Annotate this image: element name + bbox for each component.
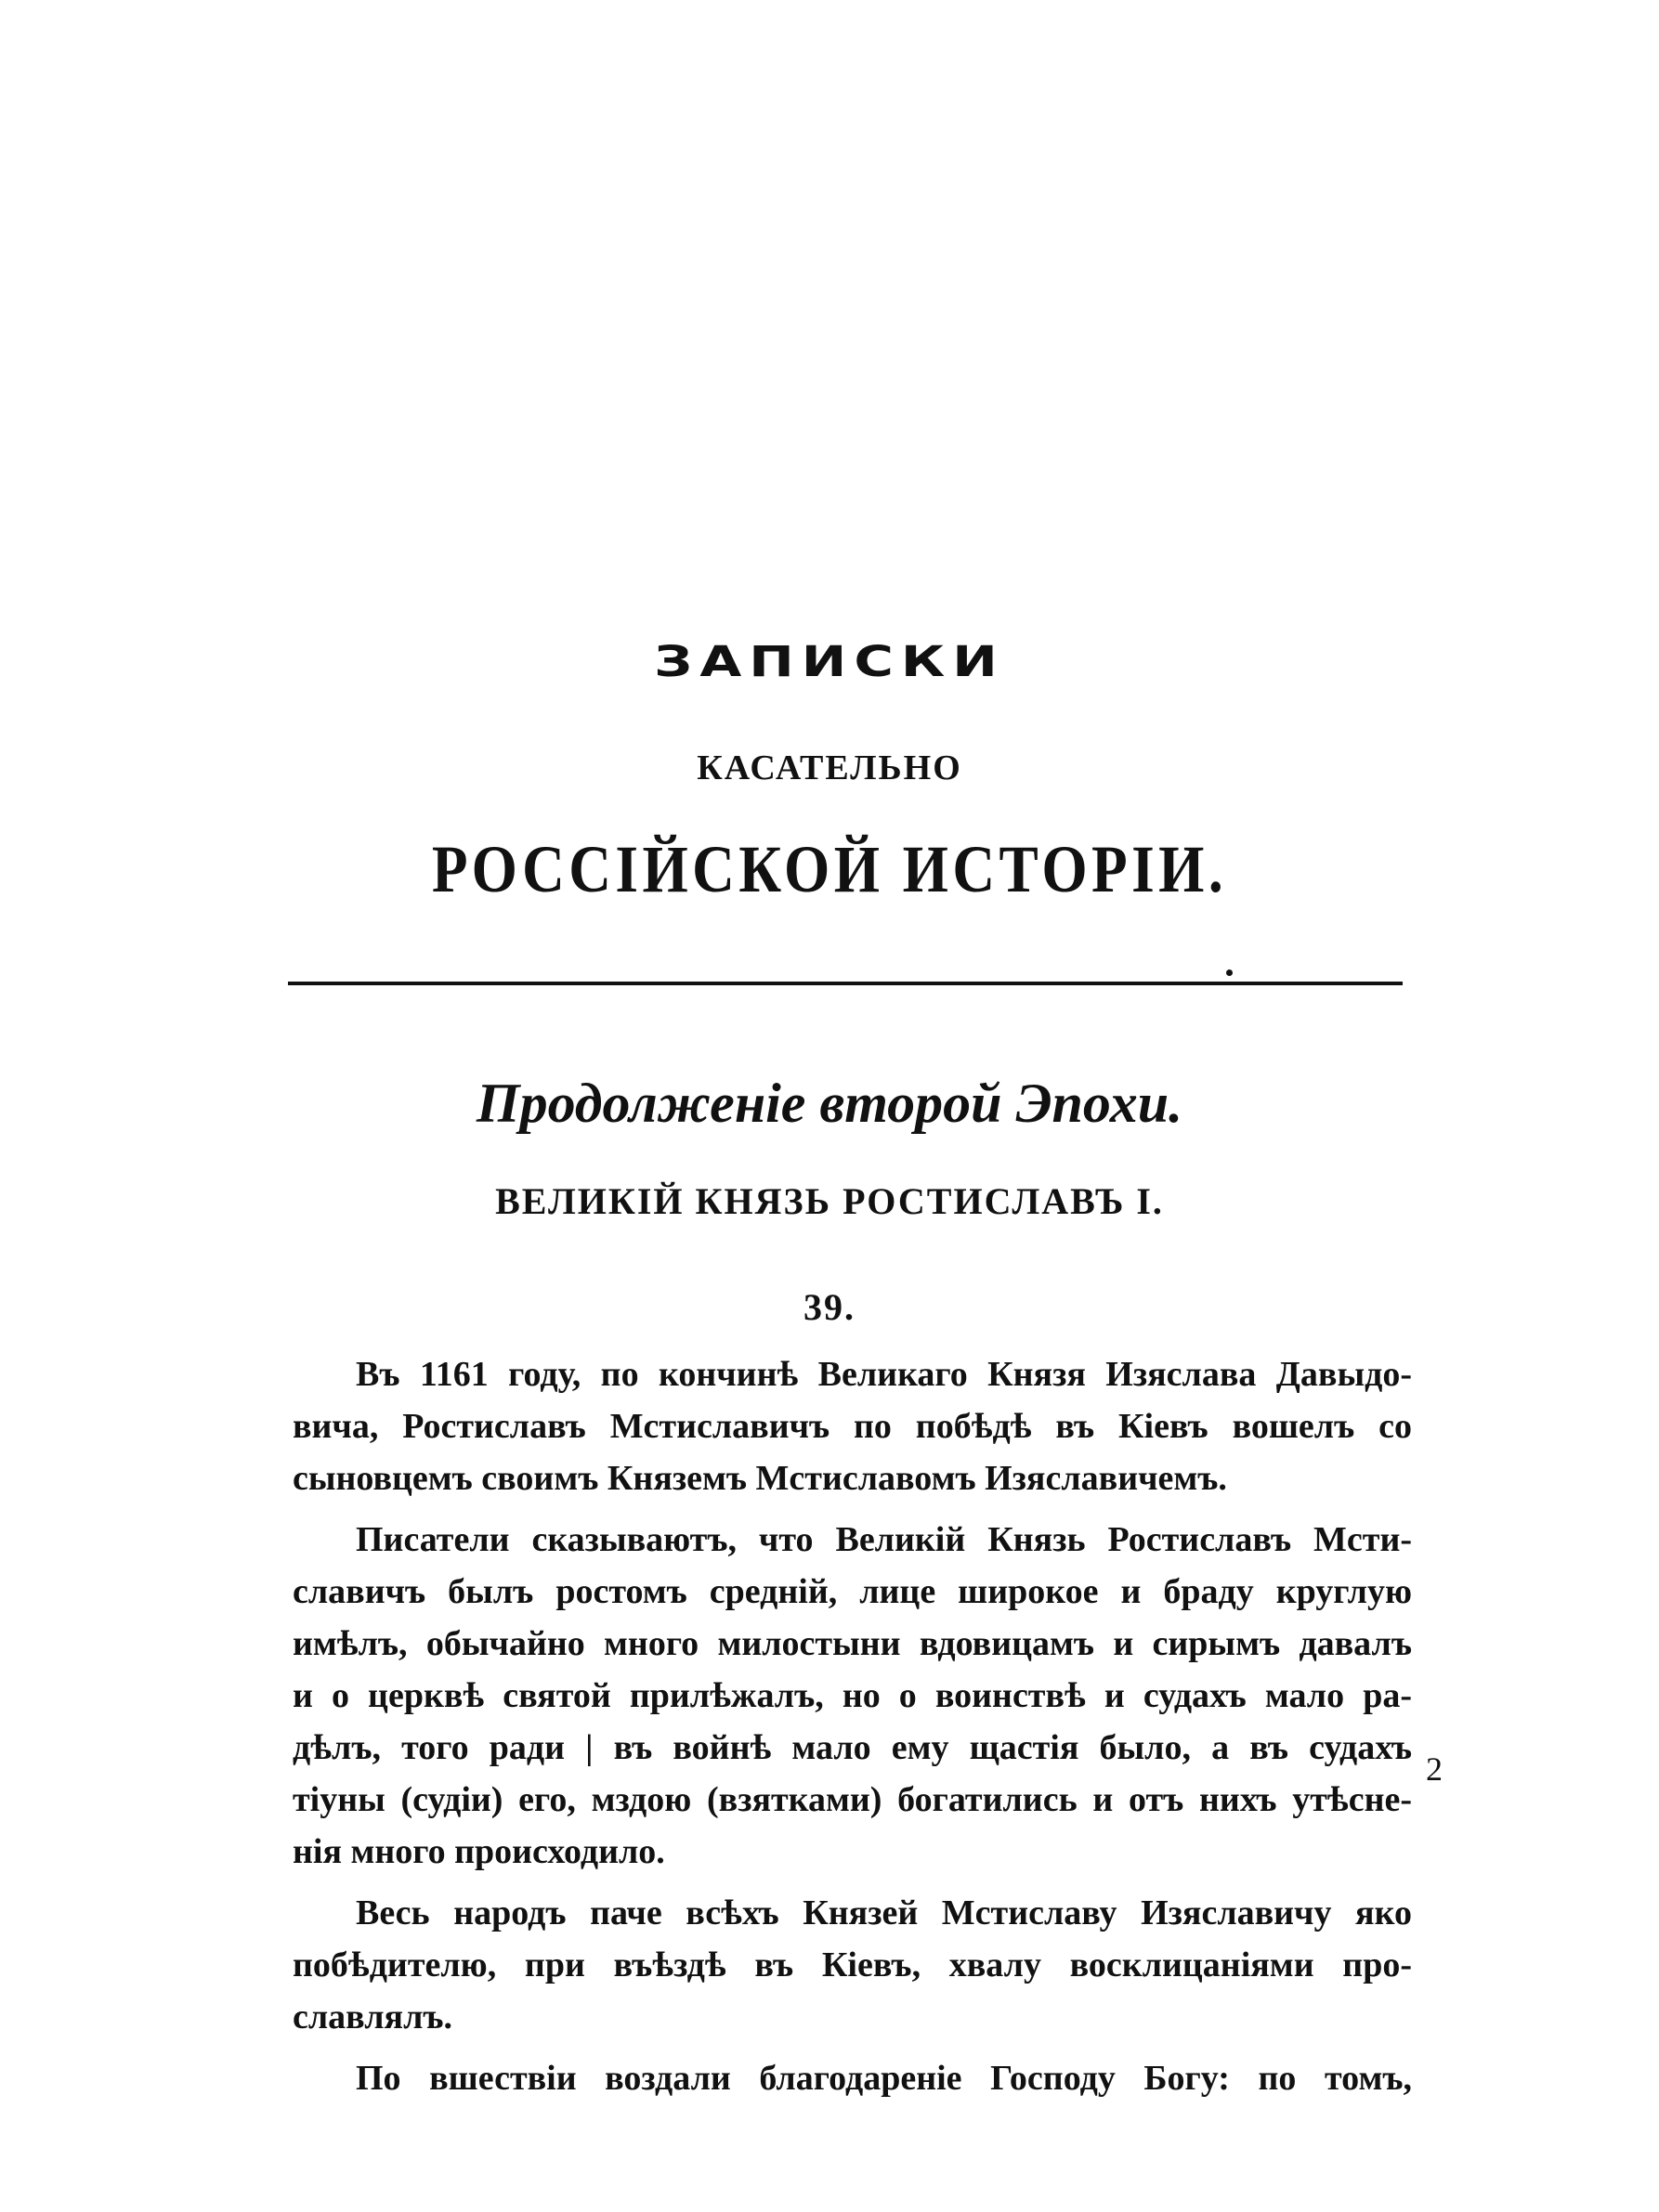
title-rule [288,982,1403,985]
paragraph-gap [293,1504,1412,1514]
paragraph-gap [293,1878,1412,1887]
text-line: славлялъ. [293,1997,453,2036]
text-line: нія много происходило. [293,1832,665,1871]
text-line: Въ 1161 году, по кончинѣ Великаго Князя Изяслава Давыдо- [356,1355,1412,1394]
section-number: 39. [803,1286,856,1328]
text-line: имѣлъ, обычайно много милостыни вдовицамъ и сирымъ давалъ [293,1624,1412,1663]
main-title: ЗАПИСКИ [654,637,1005,687]
text-line: и о церквѣ святой прилѣжалъ, но о воинствѣ и судахъ мало ра- [293,1676,1412,1715]
paragraph [293,1348,1412,1504]
epoch-title: Продолженіе второй Эпохи. [476,1073,1183,1134]
text-line: По вшествіи воздали благодареніе Господу Богу: по томъ, [356,2059,1412,2098]
rule-dot [1226,969,1233,976]
text-line: побѣдителю, при въѣздѣ въ Кіевъ, хвалу восклицаніями про- [293,1945,1412,1984]
margin-note: 2 [1426,1750,1443,1788]
ruler-title: ВЕЛИКІЙ КНЯЗЬ РОСТИСЛАВЪ I. [495,1180,1164,1222]
text-line: славичъ былъ ростомъ средній, лице широкое и браду круглую [293,1572,1412,1611]
text-line: вича, Ростиславъ Мстиславичъ по побѣдѣ въ Кіевъ вошелъ со [293,1407,1412,1446]
paragraph [293,1514,1412,1878]
text-line: Весь народъ паче всѣхъ Князей Мстиславу Изяславичу яко [356,1893,1412,1932]
paragraph [293,2052,1412,2104]
big-title: РОССІЙСКОЙ ИСТОРІИ. [431,832,1228,906]
paragraph-gap [293,2043,1412,2052]
text-line: дѣлъ, того ради | въ войнѣ мало ему щастія было, а въ судахъ [293,1728,1412,1767]
body-text [293,1348,1412,2104]
text-line: тіуны (судіи) его, мздою (взятками) богатились и отъ нихъ утѣсне- [293,1780,1412,1819]
text-line: Писатели сказываютъ, что Великій Князь Ростиславъ Мсти- [356,1520,1412,1559]
text-line: сыновцемъ своимъ Княземъ Мстиславомъ Изяславичемъ. [293,1459,1227,1498]
subtitle: КАСАТЕЛЬНО [697,748,962,787]
paragraph [293,1887,1412,2043]
